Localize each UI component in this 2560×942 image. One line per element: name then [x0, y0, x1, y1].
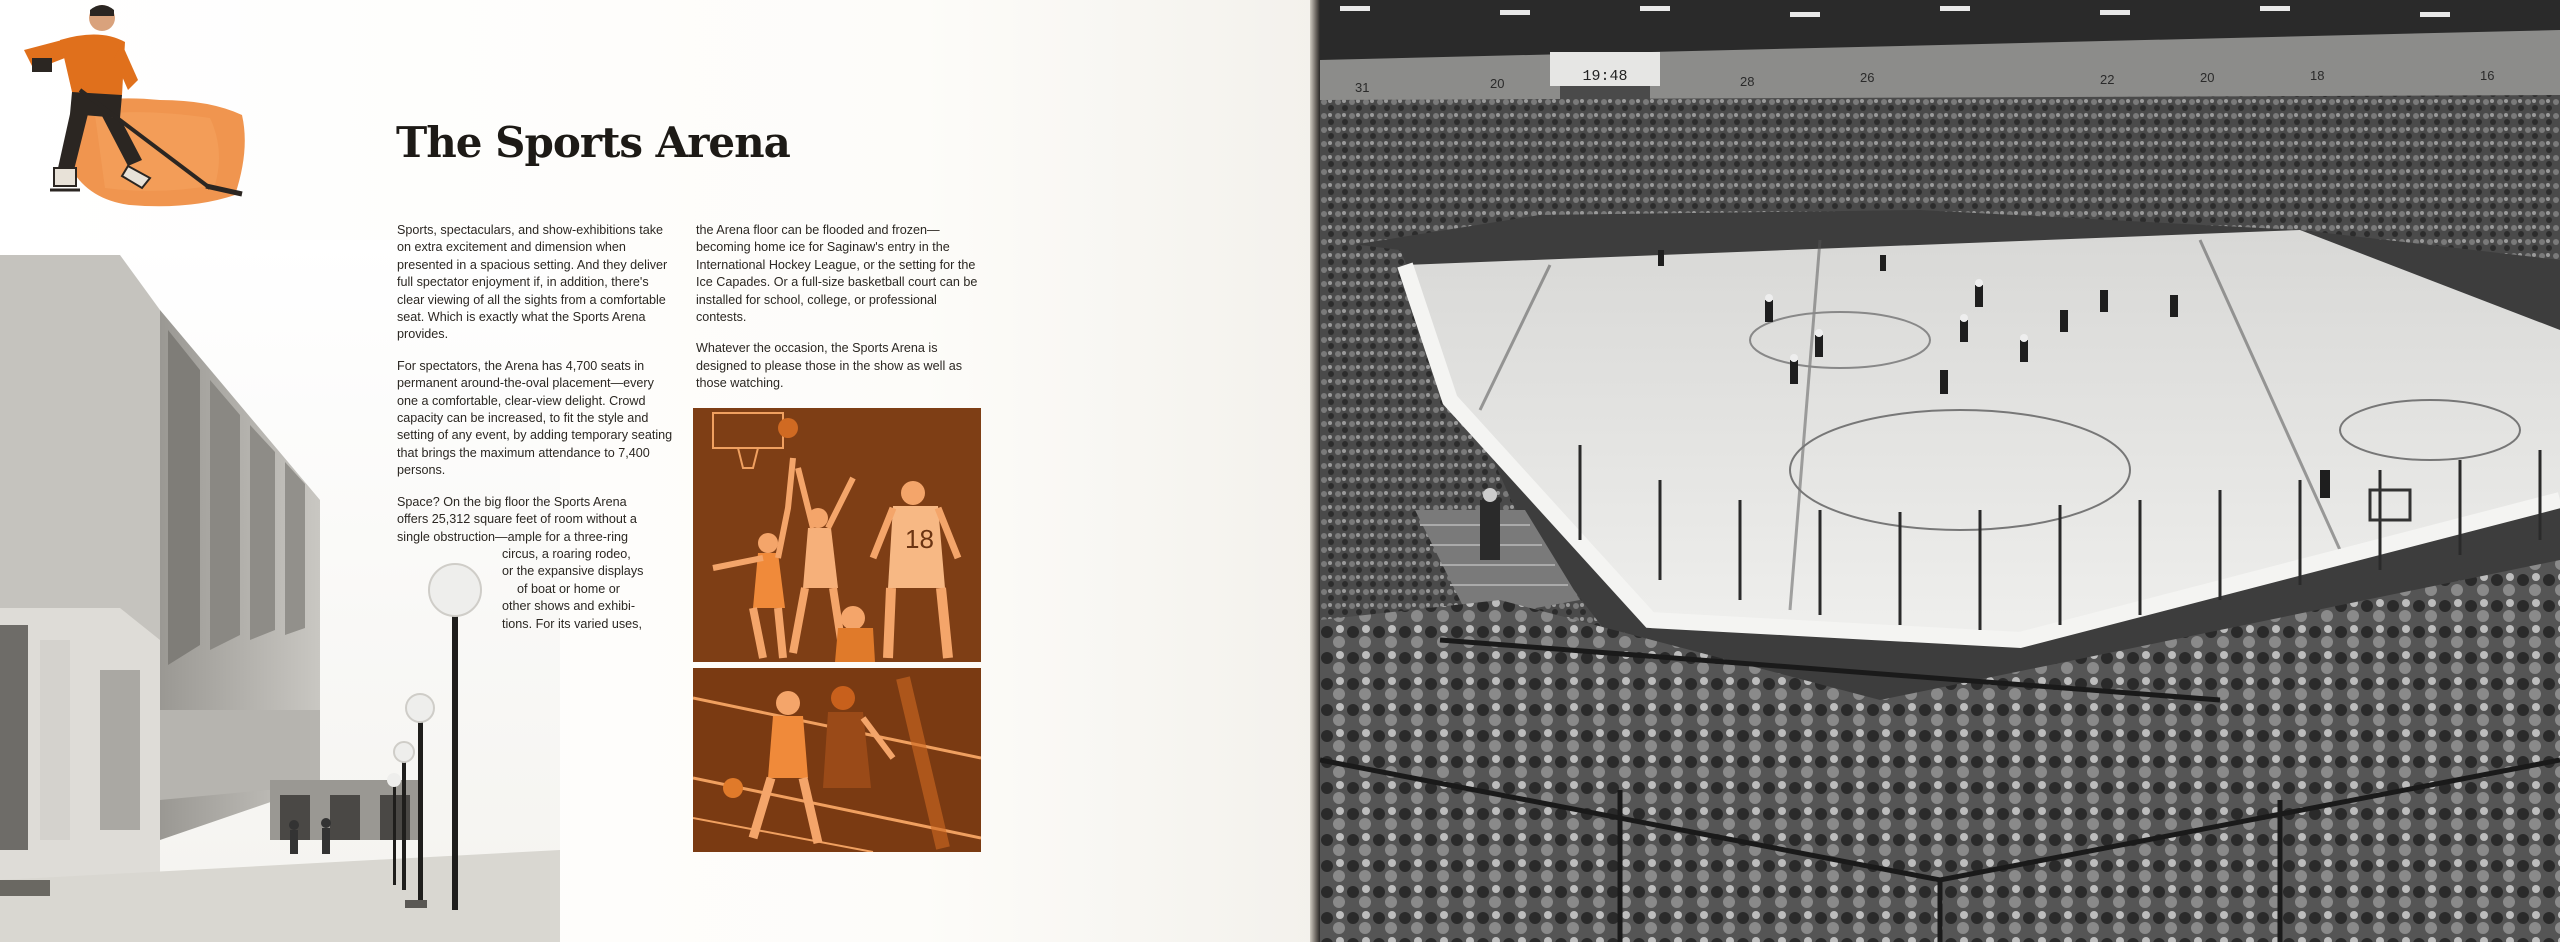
- text-line: of boat or home or: [517, 581, 620, 596]
- svg-text:18: 18: [905, 524, 934, 554]
- text-line: tions. For its varied uses,: [502, 616, 642, 631]
- text-line: offers 25,312 square feet of room without a: [397, 512, 637, 527]
- book-spine: [1310, 0, 1320, 942]
- section-number: 22: [2100, 72, 2115, 87]
- paragraph-wrapped: [397, 494, 675, 633]
- paragraph: For spectators, the Arena has 4,700 seats in permanent around-the-oval placement—every one a comfortable, clear-view delight. Crowd capacity can be increased, to fit the style and setting of any event, by adding temporary seating that brings the maximum attendance to 7,400 persons.: [397, 358, 673, 478]
- section-number: 28: [1740, 74, 1755, 89]
- hockey-player-illustration: [10, 0, 250, 210]
- page-title: The Sports Arena: [396, 118, 790, 167]
- scoreboard-time: 19:48: [1582, 68, 1628, 85]
- text-line: Space? On the big floor the Sports Arena: [397, 494, 627, 509]
- paragraph: Sports, spectaculars, and show-exhibitions take on extra excitement and dimension when presented in a spacious setting. And they deliver full spectator enjoyment if, in addition, there's clear viewing of all the sights from a comfortable seat. Which is exactly what the Sports Arena provides.: [397, 223, 668, 342]
- text-line: circus, a roaring rodeo,: [502, 546, 631, 561]
- hockey-rink-photo: [1320, 0, 2560, 942]
- section-number: 26: [1860, 70, 1875, 85]
- section-number: 20: [1490, 76, 1505, 91]
- basketball-photo-top: [693, 408, 981, 662]
- paragraph: Whatever the occasion, the Sports Arena is designed to please those in the show as well as those watching.: [696, 341, 963, 391]
- text-line: or the expansive displays: [502, 564, 644, 579]
- text-column-left: [397, 222, 675, 647]
- section-number: 31: [1355, 80, 1370, 95]
- text-line: other shows and exhibi-: [502, 599, 636, 614]
- text-column-right: [696, 222, 978, 407]
- text-line: single obstruction—ample for a three-ring: [397, 529, 628, 544]
- section-number: 20: [2200, 70, 2215, 85]
- section-number: 16: [2480, 68, 2495, 83]
- paragraph: the Arena floor can be flooded and frozen—becoming home ice for Saginaw's entry in the International Hockey League, or the setting for the Ice Capades. Or a full-size basketball court can be installed for school, college, or professional contests.: [696, 223, 978, 325]
- basketball-photo-bottom: [693, 668, 981, 852]
- section-number: 18: [2310, 68, 2325, 83]
